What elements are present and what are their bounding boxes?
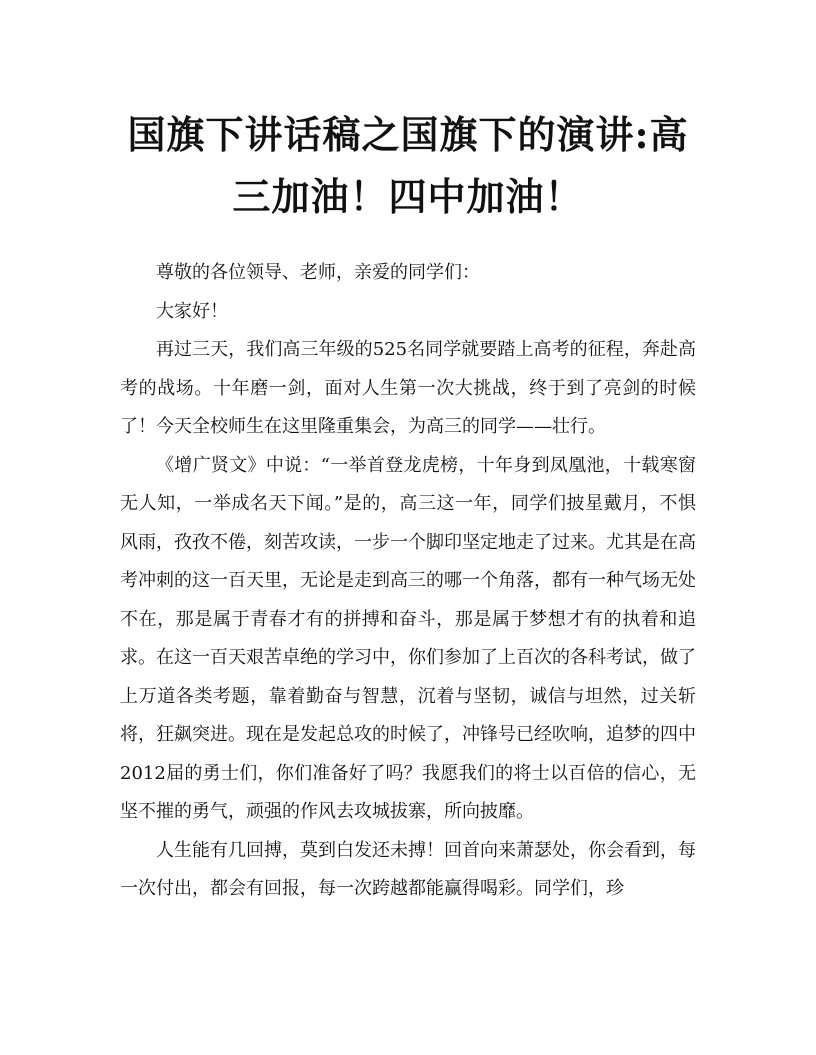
document-title: 国旗下讲话稿之国旗下的演讲:高三加油！四中加油！ — [127, 112, 689, 219]
paragraph-body-2: 《增广贤文》中说：“一举首登龙虎榜，十年身到凤凰池，十载寒窗无人知，一举成名天下闻。”是的，高三这一年，同学们披星戴月，不惧风雨，孜孜不倦，刻苦攻读，一步一个脚印坚定地走了过来。尤其是在高考冲刺的这一百天里，无论是走到高三的哪一个角落，都有一种气场无处不在，那是属于青春才有的拼搏和奋斗，那是属于梦想才有的执着和追求。在这一百天艰苦卓绝的学习中，你们参加了上百次的各科考试，做了上万道各类考题，靠着勤奋与智慧，沉着与坚韧，诚信与坦然，过关斩将，狂飙突进。现在是发起总攻的时候了，冲锋号已经吹响，追梦的四中2012届的勇士们，你们准备好了吗？我愿我们的将士以百倍的信心，无坚不摧的勇气，顽强的作风去攻城拔寨，所向披靡。 — [120, 454, 696, 822]
paragraph-body-3: 人生能有几回搏，莫到白发还未搏！回首向来萧瑟处，你会看到，每一次付出，都会有回报，每一次跨越都能赢得喝彩。同学们，珍 — [120, 839, 696, 899]
document-body — [120, 254, 696, 909]
paragraph-greeting: 大家好！ — [156, 300, 228, 322]
paragraph-body-1: 再过三天，我们高三年级的525名同学就要踏上高考的征程，奔赴高考的战场。十年磨一剑，面对人生第一次大挑战，终于到了亮剑的时候了！今天全校师生在这里隆重集会，为高三的同学——壮行。 — [120, 339, 696, 437]
paragraph-salutation: 尊敬的各位领导、老师，亲爱的同学们： — [156, 262, 480, 283]
